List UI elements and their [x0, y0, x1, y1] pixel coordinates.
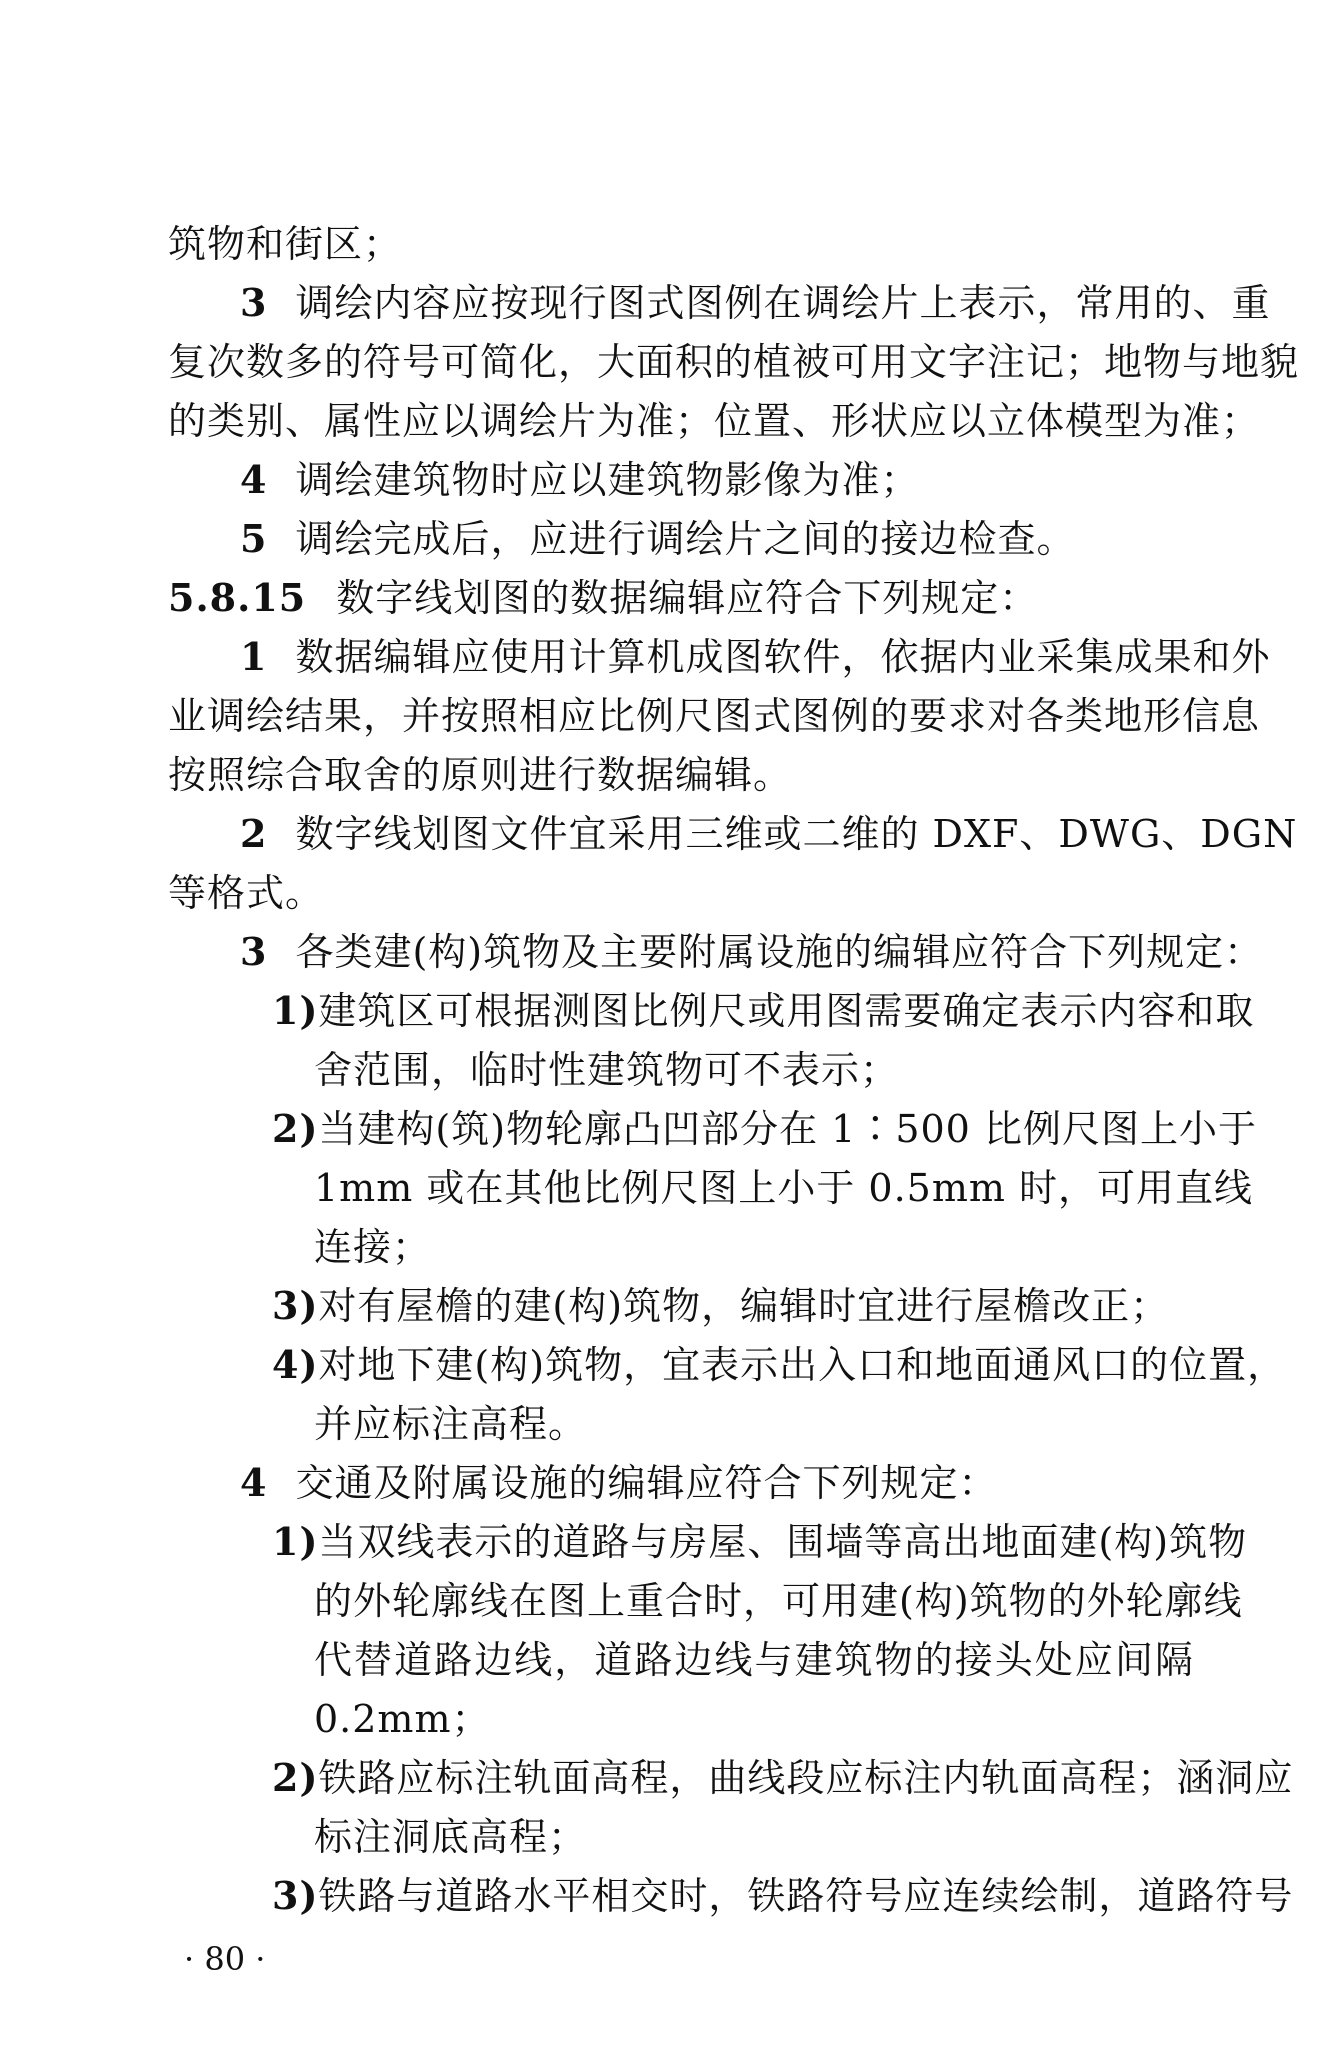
text-line: 并应标注高程。: [314, 1402, 588, 1446]
sub-item-3: 3)对有屋檐的建(构)筑物，编辑时宜进行屋檐改正；: [272, 1283, 1170, 1328]
sub-item-2: 2)铁路应标注轨面高程，曲线段应标注内轨面高程；涵洞应: [272, 1755, 1294, 1800]
sub-item-3: 3)铁路与道路水平相交时，铁路符号应连续绘制，道路符号: [272, 1873, 1294, 1918]
text-line: 复次数多的符号可简化，大面积的植被可用文字注记；地物与地貌: [168, 340, 1300, 384]
sub-item-1: 1)当双线表示的道路与房屋、围墙等高出地面建(构)筑物: [272, 1519, 1248, 1564]
text-line: 1mm 或在其他比例尺图上小于 0.5mm 时，可用直线: [314, 1166, 1253, 1210]
sub-item-1: 1)建筑区可根据测图比例尺或用图需要确定表示内容和取: [272, 988, 1255, 1033]
list-item-2: 2 数字线划图文件宜采用三维或二维的 DXF、DWG、DGN: [240, 811, 1298, 856]
list-item-1: 1 数据编辑应使用计算机成图软件，依据内业采集成果和外: [240, 634, 1271, 679]
section-number: 5.8.15: [168, 575, 307, 620]
text-line: 业调绘结果，并按照相应比例尺图式图例的要求对各类地形信息: [168, 694, 1261, 738]
sub-item-2: 2)当建构(筑)物轮廓凸凹部分在 1∶500 比例尺图上小于: [272, 1106, 1257, 1151]
list-item-4: 4 交通及附属设施的编辑应符合下列规定：: [240, 1460, 998, 1505]
section-heading: 5.8.15 数字线划图的数据编辑应符合下列规定：: [168, 575, 1039, 620]
list-item-4: 4 调绘建筑物时应以建筑物影像为准；: [240, 457, 920, 502]
page-number: · 80 ·: [184, 1940, 266, 1978]
text-line: 的类别、属性应以调绘片为准；位置、形状应以立体模型为准；: [168, 399, 1261, 443]
text-line: 的外轮廓线在图上重合时，可用建(构)筑物的外轮廓线: [314, 1579, 1243, 1623]
text-line: 等格式。: [168, 871, 325, 915]
text-line: 按照综合取舍的原则进行数据编辑。: [168, 753, 793, 797]
list-item-3: 3 各类建(构)筑物及主要附属设施的编辑应符合下列规定：: [240, 929, 1264, 974]
text-line: 代替道路边线，道路边线与建筑物的接头处应间隔: [314, 1638, 1194, 1682]
list-item-5: 5 调绘完成后，应进行调绘片之间的接边检查。: [240, 516, 1076, 561]
text-line: 连接；: [314, 1225, 432, 1269]
text-line: 筑物和街区；: [168, 222, 403, 266]
text-line: 舍范围，临时性建筑物可不表示；: [314, 1048, 900, 1092]
text-line: 0.2mm；: [314, 1697, 491, 1741]
list-item-3: 3 调绘内容应按现行图式图例在调绘片上表示，常用的、重: [240, 280, 1271, 325]
text-line: 标注洞底高程；: [314, 1815, 588, 1859]
sub-item-4: 4)对地下建(构)筑物，宜表示出入口和地面通风口的位置，: [272, 1342, 1287, 1387]
